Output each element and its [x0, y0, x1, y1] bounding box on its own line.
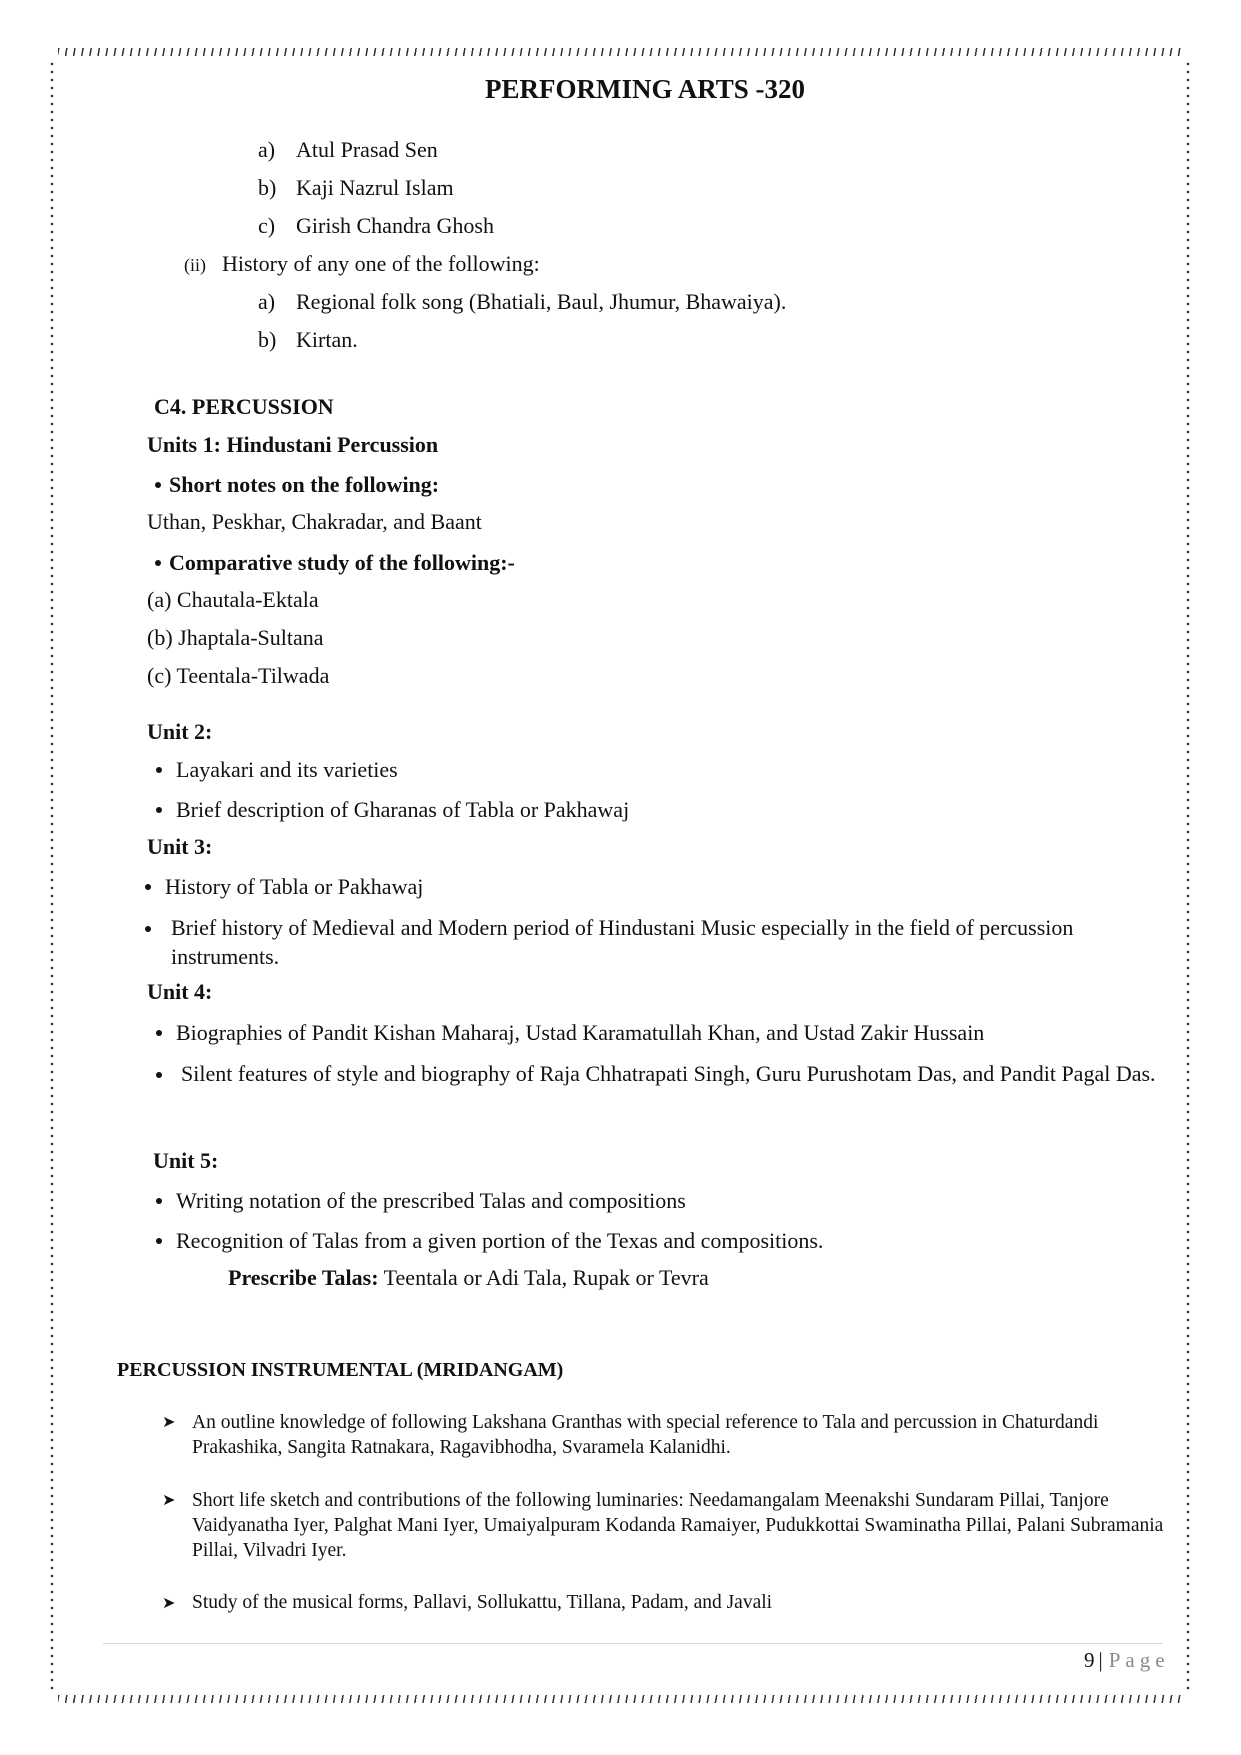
- page-border-left: [50, 60, 54, 1690]
- list-item: [258, 213, 494, 239]
- page-number-value: 9: [1084, 1648, 1095, 1672]
- comparative-label: Comparative study of the following:-: [169, 550, 515, 575]
- list-marker: b): [258, 175, 277, 200]
- list-marker: a): [258, 137, 276, 162]
- unit1-heading: Units 1: Hindustani Percussion: [147, 432, 439, 457]
- list-item: [145, 874, 423, 900]
- short-notes-heading: [155, 472, 439, 498]
- list-item-text: History of Tabla or Pakhawaj: [165, 874, 424, 899]
- bullet-icon: [156, 1198, 162, 1204]
- list-marker: (ii): [184, 255, 206, 275]
- short-notes-label: Short notes on the following:: [169, 472, 440, 497]
- arrow-bullet-icon: ➤: [162, 1595, 176, 1612]
- list-item: [156, 1059, 1186, 1088]
- list-item: [258, 175, 454, 201]
- list-item-text: Girish Chandra Ghosh: [296, 213, 494, 238]
- prescribe-talas: [228, 1265, 709, 1291]
- section-heading-c4: C4. PERCUSSION: [154, 394, 334, 419]
- unit3-heading: Unit 3:: [147, 834, 213, 859]
- bullet-icon: [145, 926, 151, 932]
- list-item-text: An outline knowledge of following Lakshana Granthas with special reference to Tala and percussion in Chaturdandi Prakashika, Sangita Ratnakara, Ragavibhodha, Svaramela Kalanidhi.: [192, 1412, 1099, 1458]
- unit4-heading: Unit 4:: [147, 979, 213, 1004]
- prescribe-text: Teentala or Adi Tala, Rupak or Tevra: [378, 1265, 709, 1290]
- bullet-icon: [156, 767, 162, 773]
- list-item: [162, 1592, 772, 1614]
- list-item: (a) Chautala-Ektala: [147, 587, 319, 612]
- list-item-text: Silent features of style and biography of Raja Chhatrapati Singh, Guru Purushotam Das, and Pandit Pagal Das.: [181, 1061, 1156, 1086]
- list-item: [258, 327, 358, 353]
- list-item: [258, 137, 438, 163]
- page-border-top: [58, 48, 1184, 56]
- list-item: [156, 1228, 823, 1254]
- section-heading-mridangam: PERCUSSION INSTRUMENTAL (MRIDANGAM): [117, 1359, 564, 1381]
- unit2-heading: Unit 2:: [147, 719, 213, 744]
- page-separator: |: [1098, 1648, 1103, 1672]
- list-item-text: Brief history of Medieval and Modern period of Hindustani Music especially in the field of percussion instruments.: [171, 915, 1074, 969]
- page-number: [1084, 1648, 1170, 1673]
- list-item-text: Short life sketch and contributions of the following luminaries: Needamangalam Meenakshi Sundaram Pillai, Tanjore Vaidyanatha Iyer, Palghat Mani Iyer, Umaiyalpuram Kodanda Ramaiyer, Pudukkottai Swaminatha Pillai, Palani Subramania Pillai, Vilvadri Iyer.: [192, 1490, 1164, 1561]
- arrow-bullet-icon: ➤: [162, 1492, 176, 1509]
- list-item-text: Kirtan.: [296, 327, 358, 352]
- comparative-heading: [155, 550, 515, 576]
- list-item: [162, 1410, 1172, 1460]
- bullet-icon: [155, 560, 161, 566]
- page-border-right: [1186, 60, 1190, 1690]
- page-title: PERFORMING ARTS -320: [484, 74, 806, 104]
- list-item-text: Kaji Nazrul Islam: [296, 175, 454, 200]
- arrow-bullet-icon: ➤: [162, 1414, 176, 1431]
- bullet-icon: [155, 482, 161, 488]
- list-item-text: Writing notation of the prescribed Talas and compositions: [176, 1188, 686, 1213]
- footer-divider: [103, 1643, 1163, 1644]
- bullet-icon: [156, 1030, 162, 1036]
- list-item: [156, 797, 629, 823]
- bullet-icon: [156, 807, 162, 813]
- list-item-ii: [184, 251, 540, 277]
- list-item-text: Brief description of Gharanas of Tabla or Pakhawaj: [176, 797, 630, 822]
- list-item: [156, 1188, 686, 1214]
- list-item-text: Regional folk song (Bhatiali, Baul, Jhumur, Bhawaiya).: [296, 289, 787, 314]
- list-marker: c): [258, 213, 276, 238]
- list-item-text: Biographies of Pandit Kishan Maharaj, Ustad Karamatullah Khan, and Ustad Zakir Hussain: [176, 1020, 985, 1045]
- bullet-icon: [145, 884, 151, 890]
- list-item: [145, 913, 1155, 971]
- list-item-text: History of any one of the following:: [222, 251, 540, 276]
- list-item: [162, 1488, 1172, 1563]
- list-item-text: Atul Prasad Sen: [296, 137, 438, 162]
- list-item: (b) Jhaptala-Sultana: [147, 625, 324, 650]
- bullet-icon: [156, 1072, 162, 1078]
- list-item: (c) Teentala-Tilwada: [147, 663, 330, 688]
- list-item: [258, 289, 787, 315]
- list-item: [156, 1020, 984, 1046]
- list-item-text: Recognition of Talas from a given portion of the Texas and compositions.: [176, 1228, 824, 1253]
- prescribe-label: Prescribe Talas:: [228, 1265, 379, 1290]
- page-border-bottom: [58, 1695, 1184, 1703]
- list-marker: b): [258, 327, 277, 352]
- list-item-text: Study of the musical forms, Pallavi, Sollukattu, Tillana, Padam, and Javali: [192, 1592, 773, 1613]
- page-label: Page: [1108, 1648, 1170, 1672]
- list-marker: a): [258, 289, 276, 314]
- list-item: [156, 757, 398, 783]
- list-item-text: Layakari and its varieties: [176, 757, 398, 782]
- bullet-icon: [156, 1238, 162, 1244]
- short-notes-text: Uthan, Peskhar, Chakradar, and Baant: [147, 509, 482, 534]
- unit5-heading: Unit 5:: [153, 1148, 219, 1173]
